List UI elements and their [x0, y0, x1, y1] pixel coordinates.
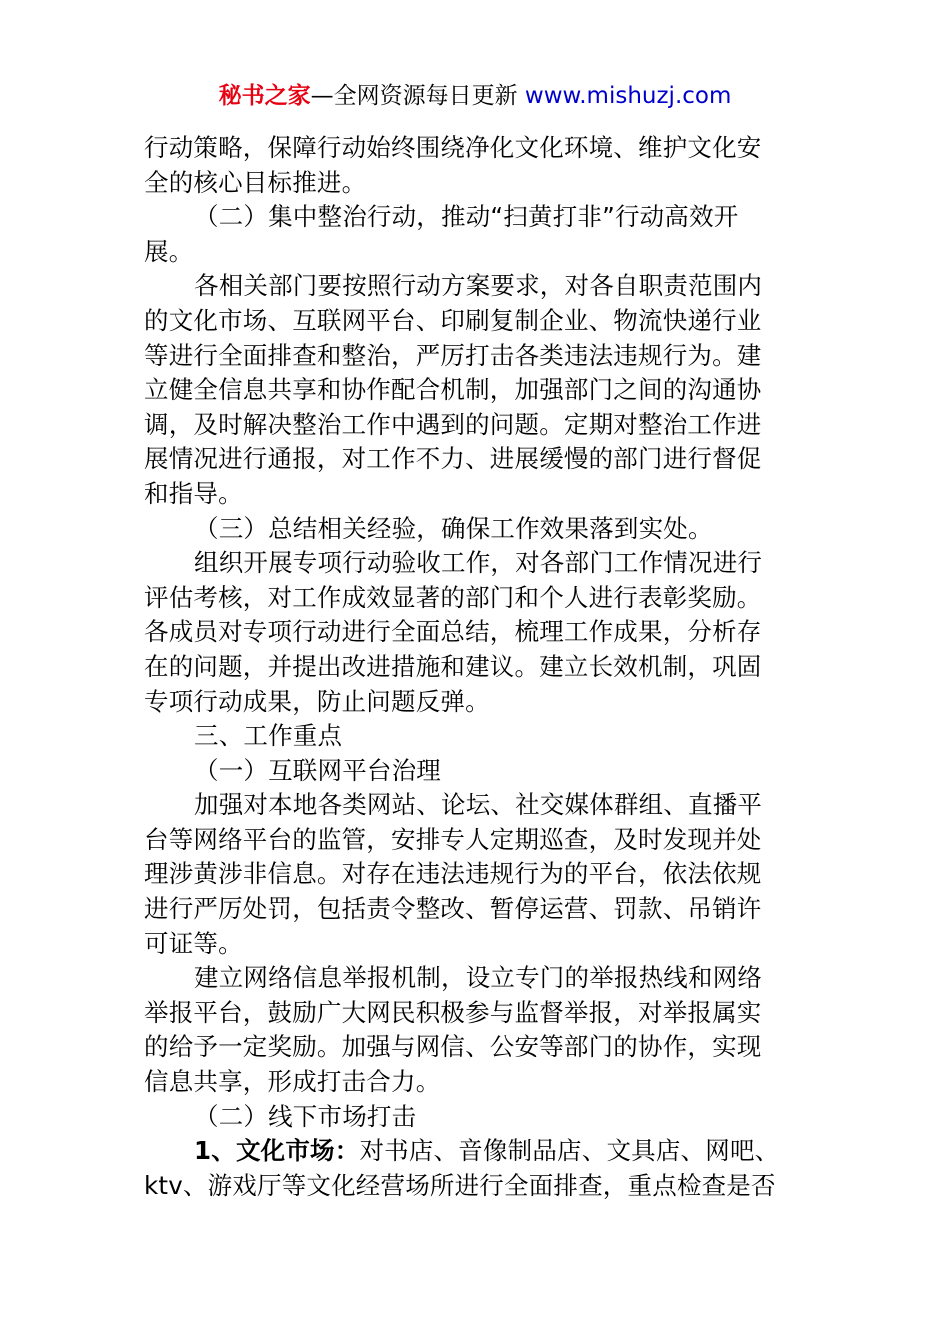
paragraph-start: 加强对本地各类网站、论坛、社交媒体群组、直播平	[194, 790, 763, 820]
item-text: 对书店、音像制品店、文具店、网吧、	[359, 1136, 780, 1166]
body-line: 专项行动成果，防止问题反弹。	[144, 686, 490, 716]
body-line: 立健全信息共享和协作配合机制，加强部门之间的沟通协	[144, 375, 762, 405]
body-line: 举报平台，鼓励广大网民积极参与监督举报，对举报属实	[144, 997, 762, 1027]
item-label: 1、文化市场：	[194, 1136, 360, 1166]
body-line: 信息共享，形成打击合力。	[144, 1067, 441, 1097]
body-line: 各成员对专项行动进行全面总结，梳理工作成果，分析存	[144, 617, 762, 647]
section-heading: （一）互联网平台治理	[194, 755, 441, 785]
paragraph-start: 组织开展专项行动验收工作，对各部门工作情况进行	[194, 548, 763, 578]
body-line: 展。	[144, 236, 194, 266]
body-line: 和指导。	[144, 478, 243, 508]
body-line: 的文化市场、互联网平台、印刷复制企业、物流快递行业	[144, 305, 762, 335]
body-line: 调，及时解决整治工作中遇到的问题。定期对整治工作进	[144, 409, 762, 439]
document-body	[144, 131, 808, 1203]
item-line	[144, 1134, 808, 1169]
site-header	[0, 80, 950, 112]
body-line: 台等网络平台的监管，安排专人定期巡查，及时发现并处	[144, 824, 762, 854]
body-line: 全的核心目标推进。	[144, 167, 367, 197]
body-line: 可证等。	[144, 928, 243, 958]
body-line: 展情况进行通报，对工作不力、进展缓慢的部门进行督促	[144, 444, 762, 474]
body-line: 在的问题，并提出改进措施和建议。建立长效机制，巩固	[144, 651, 762, 681]
body-line: ktv、游戏厅等文化经营场所进行全面排查，重点检查是否	[144, 1170, 776, 1200]
body-line: 行动策略，保障行动始终围绕净化文化环境、维护文化安	[144, 133, 762, 162]
paragraph-start: 各相关部门要按照行动方案要求，对各自职责范围内	[194, 271, 763, 301]
paragraph-start: 建立网络信息举报机制，设立专门的举报热线和网络	[194, 963, 763, 993]
body-line: 的给予一定奖励。加强与网信、公安等部门的协作，实现	[144, 1032, 762, 1062]
site-url-link[interactable]: www.mishuzj.com	[524, 83, 732, 109]
section-heading: （二）线下市场打击	[194, 1101, 417, 1131]
body-line: 理涉黄涉非信息。对存在违法违规行为的平台，依法依规	[144, 859, 762, 889]
section-heading: （三）总结相关经验，确保工作效果落到实处。	[194, 513, 713, 543]
section-heading: （二）集中整治行动，推动“扫黄打非”行动高效开	[194, 202, 739, 232]
site-tagline: —全网资源每日更新	[310, 83, 525, 109]
body-line: 评估考核，对工作成效显著的部门和个人进行表彰奖励。	[144, 582, 762, 612]
body-line: 等进行全面排查和整治，严厉打击各类违法违规行为。建	[144, 340, 762, 370]
site-brand: 秘书之家	[218, 83, 311, 109]
chapter-heading: 三、工作重点	[194, 721, 343, 751]
body-line: 进行严厉处罚，包括责令整改、暂停运营、罚款、吊销许	[144, 894, 762, 924]
